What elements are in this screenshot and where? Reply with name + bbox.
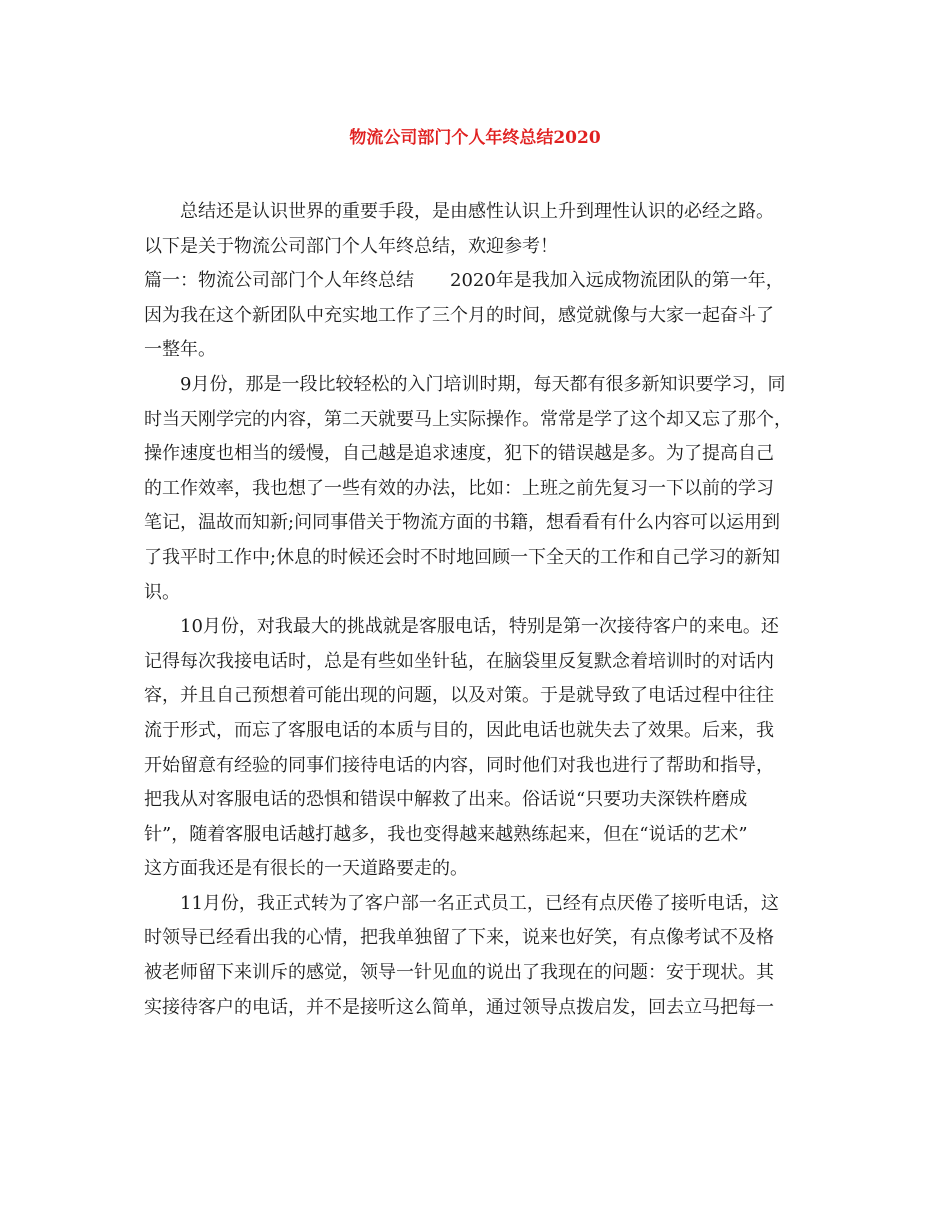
body-line: 笔记，温故而知新;问同事借关于物流方面的书籍，想看看有什么内容可以运用到 [144, 512, 781, 534]
body-line: 开始留意有经验的同事们接待电话的内容，同时他们对我也进行了帮助和指导， [144, 754, 774, 776]
body-line: 10月份，对我最大的挑战就是客服电话，特别是第一次接待客户的来电。还 [180, 616, 779, 638]
body-line: 针”，随着客服电话越打越多，我也变得越来越熟练起来，但在“说话的艺术” [144, 823, 748, 845]
body-line: 被老师留下来训斥的感觉，领导一针见血的说出了我现在的问题：安于现状。其 [144, 962, 774, 984]
body-line: 一整年。 [144, 339, 216, 361]
body-line: 把我从对客服电话的恐惧和错误中解救了出来。俗话说“只要功夫深铁杵磨成 [144, 789, 748, 811]
body-line: 时领导已经看出我的心情，把我单独留了下来，说来也好笑，有点像考试不及格 [144, 927, 774, 949]
body-line: 识。 [144, 581, 180, 603]
body-line: 因为我在这个新团队中充实地工作了三个月的时间，感觉就像与大家一起奋斗了 [144, 304, 774, 326]
body-line: 以下是关于物流公司部门个人年终总结，欢迎参考！ [144, 235, 558, 257]
body-line: 这方面我还是有很长的一天道路要走的。 [144, 858, 468, 880]
body-line: 了我平时工作中;休息的时候还会时不时地回顾一下全天的工作和自己学习的新知 [144, 546, 781, 568]
document-title: 物流公司部门个人年终总结2020 [349, 128, 601, 148]
body-line: 9月份，那是一段比较轻松的入门培训时期，每天都有很多新知识要学习，同 [180, 373, 786, 395]
body-line: 11月份，我正式转为了客户部一名正式员工，已经有点厌倦了接听电话，这 [180, 892, 779, 914]
body-line: 总结还是认识世界的重要手段，是由感性认识上升到理性认识的必经之路。 [180, 201, 774, 222]
body-line: 的工作效率，我也想了一些有效的办法，比如：上班之前先复习一下以前的学习 [144, 477, 774, 499]
body-line: 记得每次我接电话时，总是有些如坐针毡，在脑袋里反复默念着培训时的对话内 [144, 650, 774, 672]
body-line: 时当天刚学完的内容，第二天就要马上实际操作。常常是学了这个却又忘了那个， [144, 408, 792, 430]
body-line: 流于形式，而忘了客服电话的本质与目的，因此电话也就失去了效果。后来，我 [144, 719, 774, 741]
body-line: 容，并且自己预想着可能出现的问题，以及对策。于是就导致了电话过程中往往 [144, 685, 774, 707]
body-line: 实接待客户的电话，并不是接听这么简单，通过领导点拨启发，回去立马把每一 [144, 996, 774, 1018]
document-body [144, 195, 814, 1025]
body-line: 篇一：物流公司部门个人年终总结 2020年是我加入远成物流团队的第一年， [144, 270, 784, 292]
body-line: 操作速度也相当的缓慢，自己越是追求速度，犯下的错误越是多。为了提高自己 [144, 443, 774, 465]
